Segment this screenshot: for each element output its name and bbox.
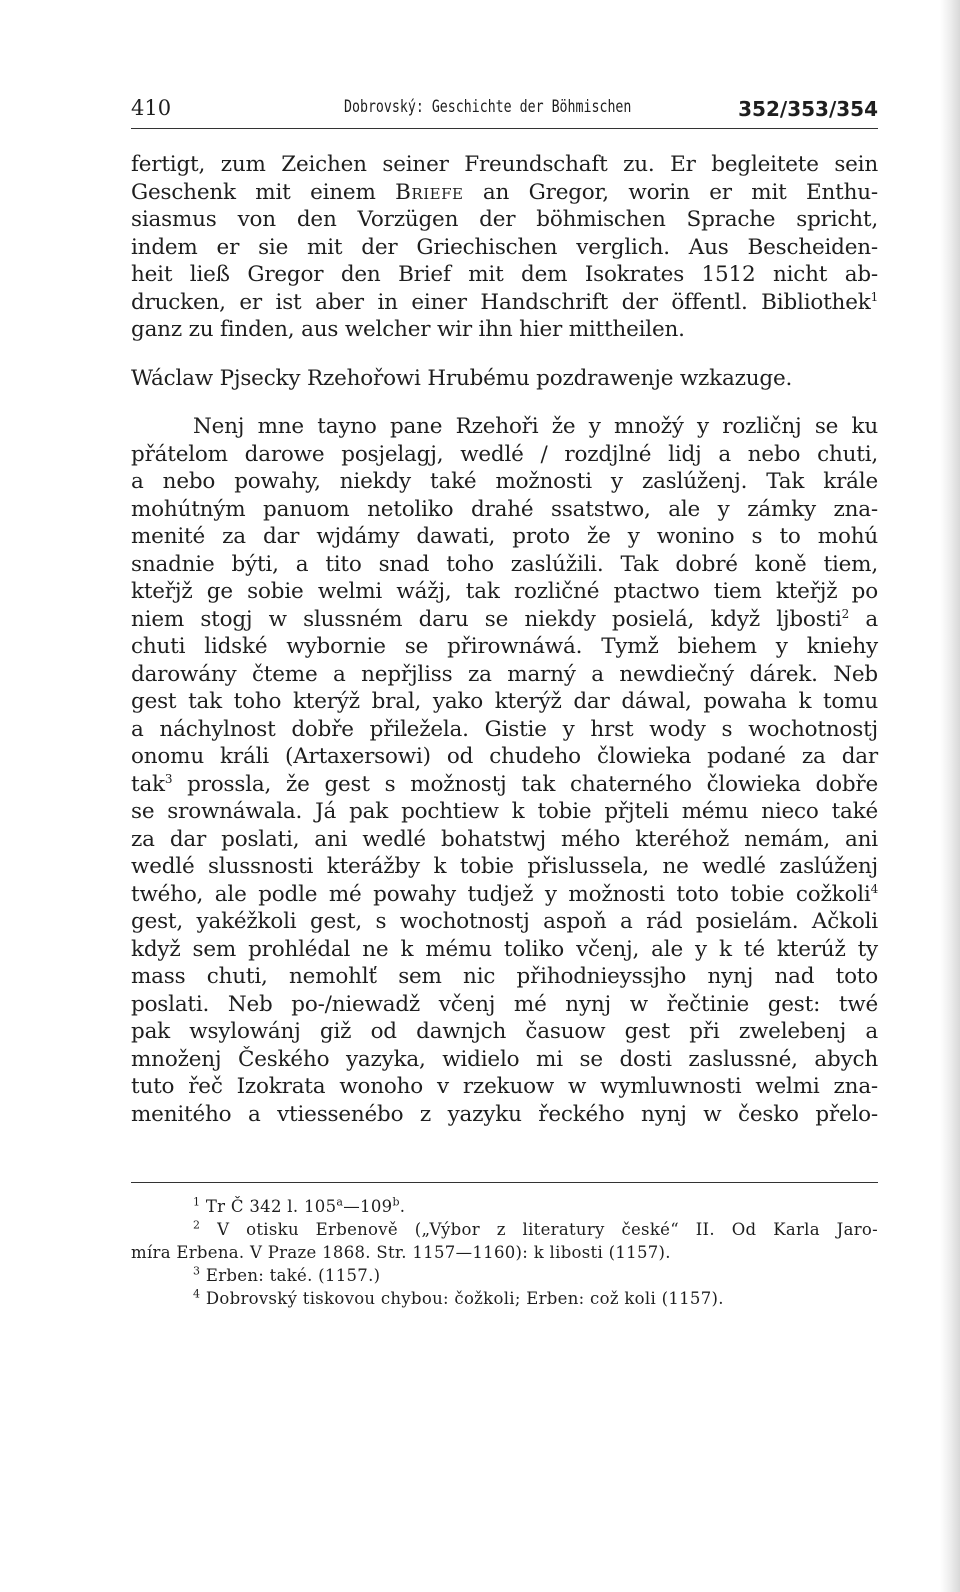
text-line — [131, 881, 878, 909]
text-line: indem er sie mit der Griechischen verglich. Aus Bescheiden- — [131, 234, 878, 260]
text-line: a náchylnost dobře přiležela. Gistie y hrst wody s wochotnostj — [131, 716, 878, 742]
text-line: a nebo powahy, niekdy také možnosti y zaslúženj. Tak krále — [131, 469, 878, 494]
text-line: gest tak toho kterýž bral, yako kterýž dar dáwal, powaha k tomu — [131, 689, 878, 714]
footnote-mark: 2 — [841, 606, 850, 621]
text-line: přátelom darowe posjelagj, wedlé / rozdjlné lidj a nebo chuti, — [131, 441, 878, 467]
spacer — [131, 344, 878, 365]
text-line: mass chuti, nemohlť sem nic přihodnieyssjho nynj nad toto — [131, 964, 878, 989]
text-line: Nenj mne tayno pane Rzehoři že y množý y rozličnj se ku — [193, 414, 878, 439]
text-fragment: tak — [131, 771, 165, 797]
footnote-text: Dobrovský tiskovou chybou: čožkoli; Erben: což koli (1157). — [205, 1289, 724, 1308]
footnote-divider — [131, 1182, 878, 1183]
footnote-number: 2 — [193, 1218, 201, 1232]
text-line: chuti lidské wybornie se přirownáwá. Tymž biehem y kniehy — [131, 634, 878, 659]
text-line — [131, 771, 878, 799]
footnote — [131, 1264, 878, 1287]
footnote-text: . — [399, 1197, 406, 1216]
spacer — [131, 392, 878, 413]
page-edge-shadow — [940, 0, 960, 1592]
text-line — [131, 179, 878, 207]
footnote-number: 1 — [193, 1195, 201, 1209]
text-line: menitého a vtiessenébo z yazyku řeckého nynj w česko přelo- — [131, 1101, 878, 1127]
text-fragment: Geschenk mit einem — [131, 179, 396, 205]
text-line: tuto řeč Izokrata wonoho v rzekuow w wymluwnosti welmi zna- — [131, 1074, 878, 1099]
footnote-text: míra Erbena. V Praze 1868. Str. 1157—1160): k libosti (1157). — [131, 1243, 671, 1262]
text-line: snadnie býti, a tito snad toho zaslúžili. Tak dobré koně tiem, — [131, 551, 878, 577]
running-header — [131, 96, 878, 129]
footnote — [131, 1195, 878, 1218]
footnote-mark: 1 — [870, 289, 878, 304]
text-line: množenj Českého yazyka, widielo mi se dosti zaslussné, abych — [131, 1046, 878, 1072]
footnote-text: V otisku Erbenově („Výbor z literatury české“ II. Od Karla Jaro- — [217, 1220, 879, 1239]
text-line: poslati. Neb po-/niewadž včenj mé nynj w řečtinie gest: twé — [131, 991, 878, 1017]
footnote-number: 4 — [193, 1287, 201, 1301]
text-line: wedlé slussnosti kterážby k tobie přislussela, ne wedlé zaslúženj — [131, 854, 878, 879]
text-fragment: niem stogj w slussném daru se niekdy posielá, když ljbosti — [131, 606, 842, 632]
text-fragment: prossla, že gest s možnostj tak chaterného člowieka dobře — [172, 771, 878, 797]
footnote-text: Erben: také. (1157.) — [205, 1266, 381, 1285]
text-line: mohútným panuom netoliko drahé ssatstwo, ale y zámky zna- — [131, 496, 878, 522]
text-line: když sem prohlédal ne k mému toliko včenj, ale y k té kterúž ty — [131, 936, 878, 962]
smallcaps-word: Briefe — [395, 179, 464, 205]
text-line: se srownáwala. Já pak pochtiew k tobie přjteli mému nieco také — [131, 799, 878, 824]
footnote — [131, 1218, 878, 1241]
footnote-superscript: a — [336, 1195, 344, 1209]
text-line: heit ließ Gregor den Brief mit dem Isokrates 1512 nicht ab- — [131, 262, 878, 287]
text-fragment: drucken, er ist aber in einer Handschrift der öffentl. Bibliothek — [131, 289, 871, 315]
footnote-continuation — [131, 1241, 878, 1264]
footnote-number: 3 — [193, 1264, 201, 1278]
footnotes — [131, 1195, 878, 1310]
text-line: kteřjž ge sobie welmi wážj, tak rozličné ptactwo tiem kteřjž po — [131, 579, 878, 604]
letter-salutation: Wáclaw Pjsecky Rzehořowi Hrubému pozdrawenje wzkazuge. — [131, 365, 793, 391]
text-line: menité za dar wjdámy dawati, proto že y wonino s to mohú — [131, 524, 878, 549]
text-line: darowány čteme a nepřjliss za marný a newdiečný dárek. Neb — [131, 661, 878, 687]
footnote-text: Tr Č 342 l. 105 — [205, 1197, 337, 1216]
text-fragment: twého, ale podle mé powahy tudjež y možnosti toto tobie cožkoli — [131, 881, 871, 907]
main-text — [131, 151, 878, 1128]
footnote-superscript: b — [392, 1195, 400, 1209]
text-fragment: a — [849, 606, 878, 632]
text-line — [131, 606, 878, 634]
text-line — [131, 289, 878, 317]
running-title: Dobrovský: Geschichte der Böhmischen — [344, 97, 632, 117]
footnote — [131, 1287, 878, 1310]
text-line: fertigt, zum Zeichen seiner Freundschaft zu. Er begleitete sein — [131, 152, 878, 177]
text-line: siasmus von den Vorzügen der böhmischen Sprache spricht, — [131, 207, 878, 232]
text-line: onomu králi (Artaxersowi) od chudeho člowieka podané za dar — [131, 744, 878, 769]
text-line: pak wsylowánj giž od dawnjch časuow gest při zwelebenj a — [131, 1019, 878, 1044]
footnote-mark: 3 — [164, 771, 173, 786]
text-line: ganz zu finden, aus welcher wir ihn hier mittheilen. — [131, 317, 685, 342]
text-line: za dar poslati, ani wedlé bohatstwj mého kteréhož nemám, ani — [131, 826, 878, 852]
section-numbers: 352/353/354 — [738, 97, 878, 121]
footnote-text: —109 — [343, 1197, 393, 1216]
footnote-mark: 4 — [870, 881, 878, 896]
page-number: 410 — [131, 96, 172, 120]
text-fragment: an Gregor, worin er mit Enthu- — [463, 179, 878, 205]
text-line: gest, yakéžkoli gest, s wochotnostj aspoň a rád posielám. Ačkoli — [131, 909, 878, 934]
